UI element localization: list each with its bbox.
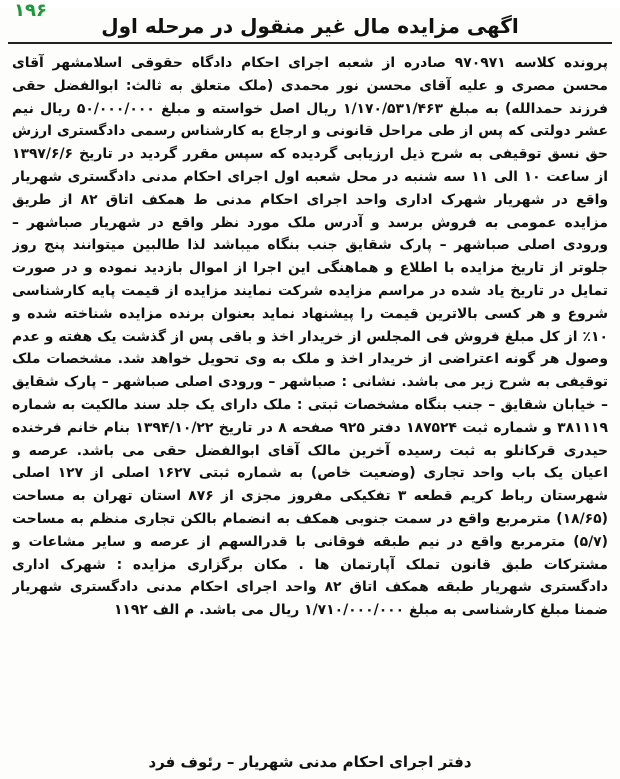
notice-body-text: پرونده کلاسه ۹۷۰۹۷۱ صادره از شعبه اجرای احکام دادگاه حقوقی اسلامشهر آقای محسن مصری و علیه آقای محسن نور محمدی (ملک متعلق به ثالث: ابوالفضل حقی فرزند حمدالله) به مبلغ ۱/۱۷۰/۵۳۱/۴۶۳ ریال اصل خواسته و مبلغ ۵۰/۰۰۰/۰۰۰ ریال نیم عشر دولتی که پس از طی مراحل قانونی و ارجاع به کارشناس رسمی دادگستری ارزش حق نسق توقیفی به شرح ذیل ارزیابی گردیده که سپس مقرر گردید در تاریخ ۱۳۹۷/۶/۶ از ساعت ۱۰ الی ۱۱ سه شنبه در محل شعبه اول اجرای احکام مدنی دادگستری شهریار واقع در شهریار شهرک اداری واحد اجرای احکام مدنی ط همکف اتاق ۸۲ از طریق مزایده عمومی به فروش برسد و آدرس ملک مورد نظر واقع در شهریار صباشهر – ورودی اصلی صباشهر – پارک شقایق جنب بنگاه میباشد لذا طالبین میتوانند پنج روز جلوتر از تاریخ مزایده با اطلاع و هماهنگی این اجرا از اموال بازدید نموده و در صورت تمایل در تاریخ یاد شده در مراسم مزایده شرکت نمایند مزایده از قیمت پایه کارشناسی شروع و هر کسی بالاترین قیمت را پیشنهاد نماید بعنوان برنده مزایده شناخته شده و ۱۰٪ از کل مبلغ فروش فی المجلس از خریدار اخذ و باقی پس از گذشت یک هفته و عدم وصول هر گونه اعتراضی از خریدار اخذ و ملک به وی تحویل خواهد شد. مشخصات ملک توقیفی به شرح زیر می باشد. نشانی : صباشهر – ورودی اصلی صباشهر – پارک شقایق – خیابان شقایق – جنب بنگاه مشخصات ثبتی : ملک دارای یک جلد سند مالکیت به شماره ۳۸۱۱۱۹ و شماره ثبت ۱۸۷۵۲۴ دفتر ۹۲۵ صفحه ۸ در تاریخ ۱۳۹۴/۱۰/۲۲ بنام خانم فرخنده حیدری قرکانلو به ثبت رسیده آخرین مالک آقای ابوالفضل حقی می باشد. عرصه و اعیان یک باب واحد تجاری (وضعیت خاص) به شماره ثبتی ۱۶۲۷ اصلی از ۱۲۷ اصلی شهرستان رباط کریم قطعه ۳ تفکیکی مفروز مجزی از ۸۷۶ استان تهران به مساحت (۱۸/۶۵) مترمربع واقع در سمت جنوبی همکف به انضمام بالکن تجاری منظم به مساحت (۵/۷) مترمربع واقع در نیم طبقه فوقانی با قدرالسهم از عرصه و سایر مشاعات و مشترکات طبق قانون تملک آپارتمان ها . مکان برگزاری مزایده : شهرک اداری دادگستری شهریار طبقه همکف اتاق ۸۲ واحد اجرای احکام مدنی دادگستری شهریار ضمنا مبلغ کارشناسی به مبلغ ۱/۷۱۰/۰۰۰/۰۰۰ ریال می باشد. م الف ۱۱۹۲ <box>12 55 608 619</box>
notice-signature: دفتر اجرای احکام مدنی شهریار – رئوف فرد <box>148 753 472 771</box>
corner-number: ۱۹۶ <box>14 0 47 21</box>
top-edge <box>0 0 620 8</box>
notice-body-container <box>12 52 608 745</box>
notice-title: اگهی مزایده مال غیر منقول در مرحله اول <box>8 10 612 44</box>
